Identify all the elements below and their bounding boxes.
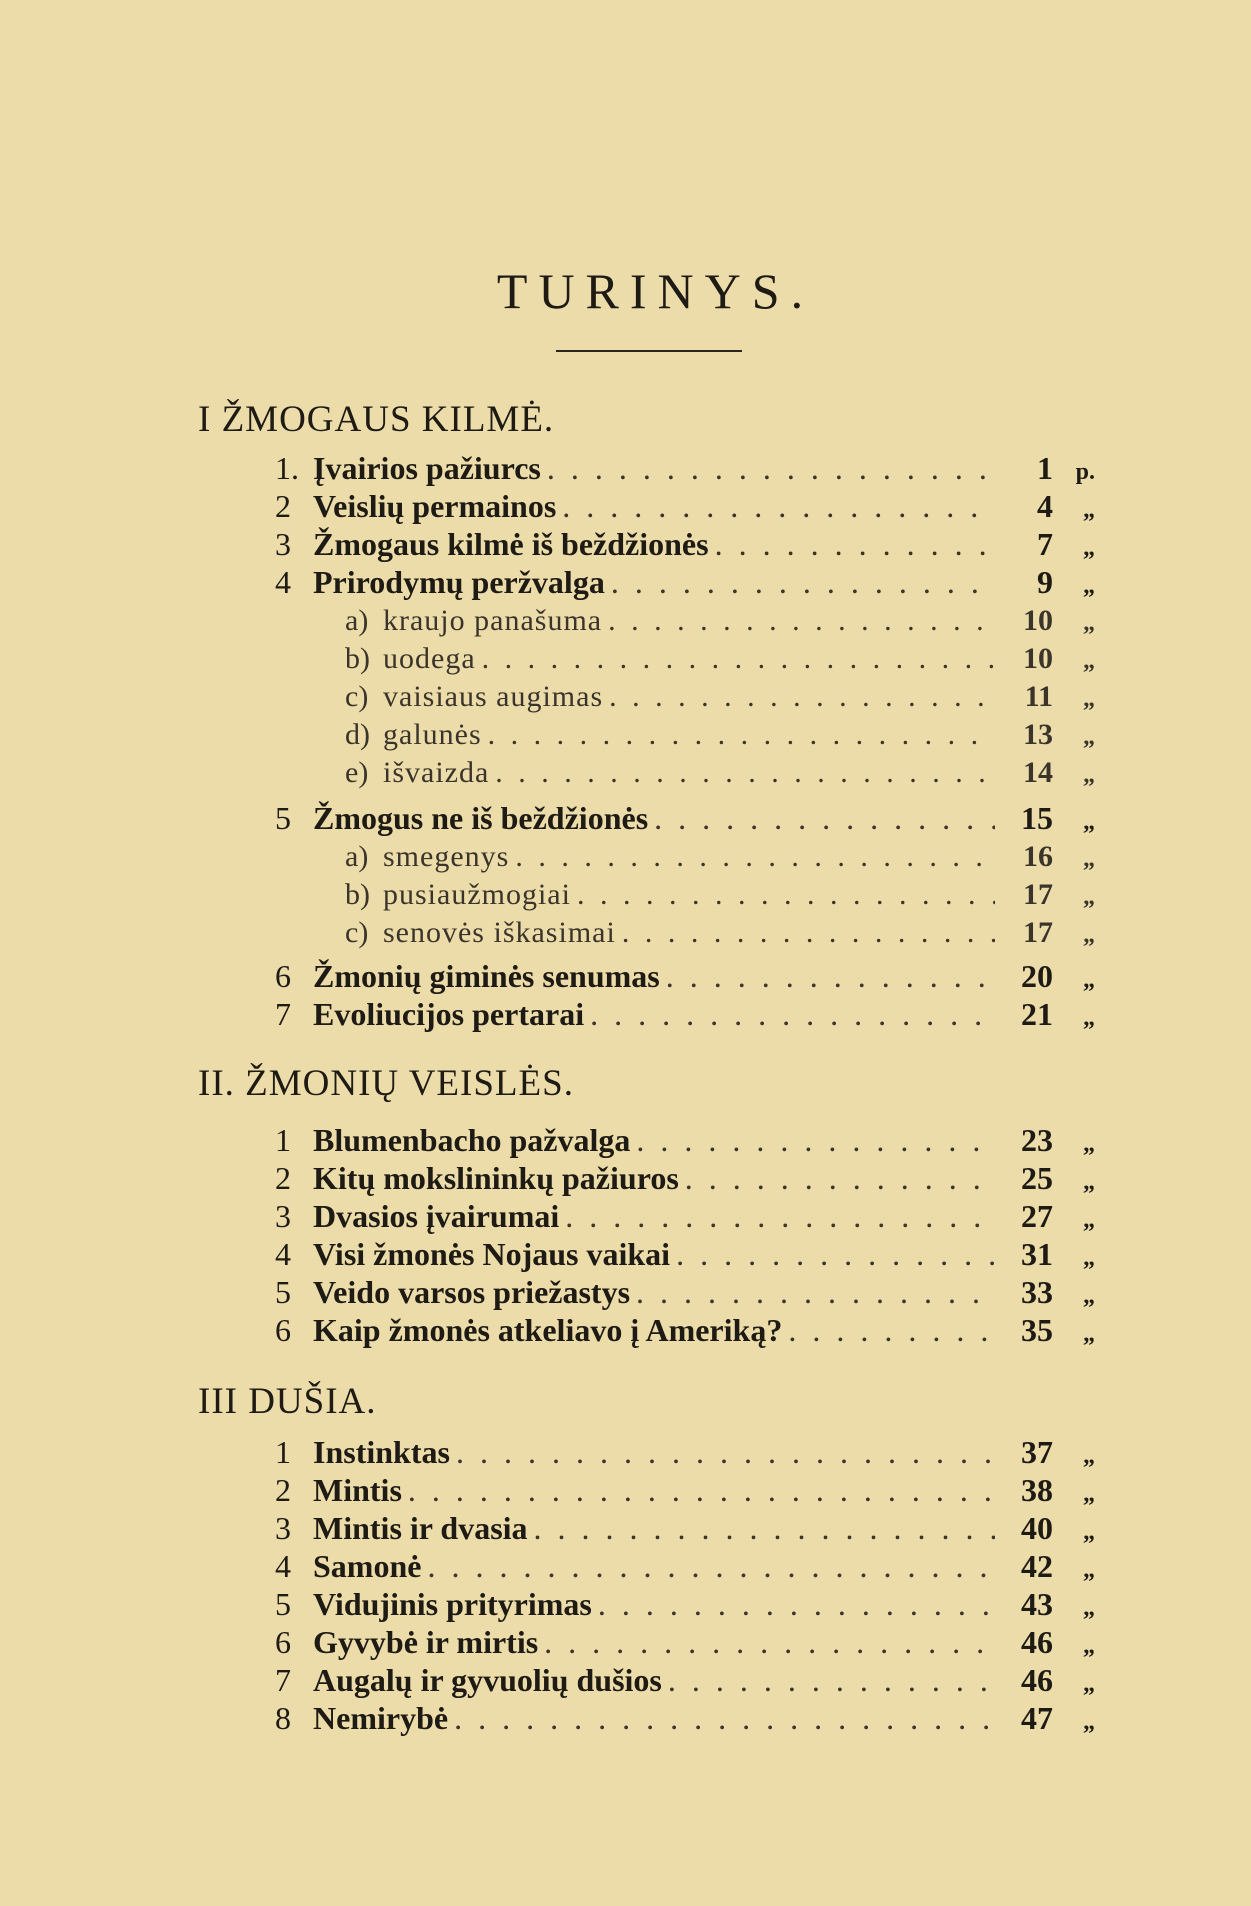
toc-entry: 3 Mintis ir dvasia . . . 40 „	[275, 1510, 1095, 1548]
toc-entry: 8 Nemirybė . . . 47 „	[275, 1700, 1095, 1738]
toc-entry: 3 Dvasios įvairumai . . . 27 „	[275, 1198, 1095, 1236]
toc-entry: 4 Samonė . . . 42 „	[275, 1548, 1095, 1586]
toc-entry: 2 Kitų mokslininkų pažiuros . . . 25 „	[275, 1160, 1095, 1198]
toc-entry: 3 Žmogaus kilmė iš beždžionės . . . 7 „	[275, 526, 1095, 564]
title-divider	[556, 350, 742, 352]
toc-subentry: c) vaisiaus augimas . . . 11 „	[345, 680, 1095, 718]
section-heading-2: II. ŽMONIŲ VEISLĖS.	[198, 1063, 574, 1104]
toc-entry: 6 Kaip žmonės atkeliavo į Ameriką? . . . 35 „	[275, 1312, 1095, 1350]
toc-subentry: e) išvaizda . . . 14 „	[345, 756, 1095, 794]
toc-subentry: a) smegenys . . . 16 „	[345, 840, 1095, 878]
toc-entry: 5 Žmogus ne iš beždžionės . . . 15 „	[275, 800, 1095, 838]
page-title: TURINYS.	[496, 263, 815, 319]
toc-subentry: a) kraujo panašuma . . . 10 „	[345, 604, 1095, 642]
toc-entry: 7 Evoliucijos pertarai . . . 21 „	[275, 996, 1095, 1034]
toc-entry: 5 Veido varsos priežastys . . . 33 „	[275, 1274, 1095, 1312]
toc-entry: 2 Veislių permainos . . . 4 „	[275, 488, 1095, 526]
toc-entry: 7 Augalų ir gyvuolių dušios . . . 46 „	[275, 1662, 1095, 1700]
toc-subentry: b) pusiaužmogiai . . . 17 „	[345, 878, 1095, 916]
section-heading-1: I ŽMOGAUS KILMĖ.	[198, 399, 555, 440]
toc-subentry: b) uodega . . . 10 „	[345, 642, 1095, 680]
toc-entry: 5 Vidujinis prityrimas . . . 43 „	[275, 1586, 1095, 1624]
toc-entry: 4 Visi žmonės Nojaus vaikai . . . 31 „	[275, 1236, 1095, 1274]
section-heading-3: III DUŠIA.	[198, 1381, 377, 1422]
toc-entry: 6 Gyvybė ir mirtis . . . 46 „	[275, 1624, 1095, 1662]
toc-entry: 1 Instinktas . . . 37 „	[275, 1434, 1095, 1472]
toc-subentry: d) galunės . . . 13 „	[345, 718, 1095, 756]
toc-entry: 4 Prirodymų peržvalga . . . 9 „	[275, 564, 1095, 602]
toc-entry: 1 Blumenbacho pažvalga . . . 23 „	[275, 1122, 1095, 1160]
toc-entry: 1. Įvairios pažiurcs . . . 1 p.	[275, 450, 1095, 488]
toc-entry: 6 Žmonių giminės senumas . . . 20 „	[275, 958, 1095, 996]
toc-subentry: c) senovės iškasimai . . . 17 „	[345, 916, 1095, 954]
toc-entry: 2 Mintis . . . 38 „	[275, 1472, 1095, 1510]
